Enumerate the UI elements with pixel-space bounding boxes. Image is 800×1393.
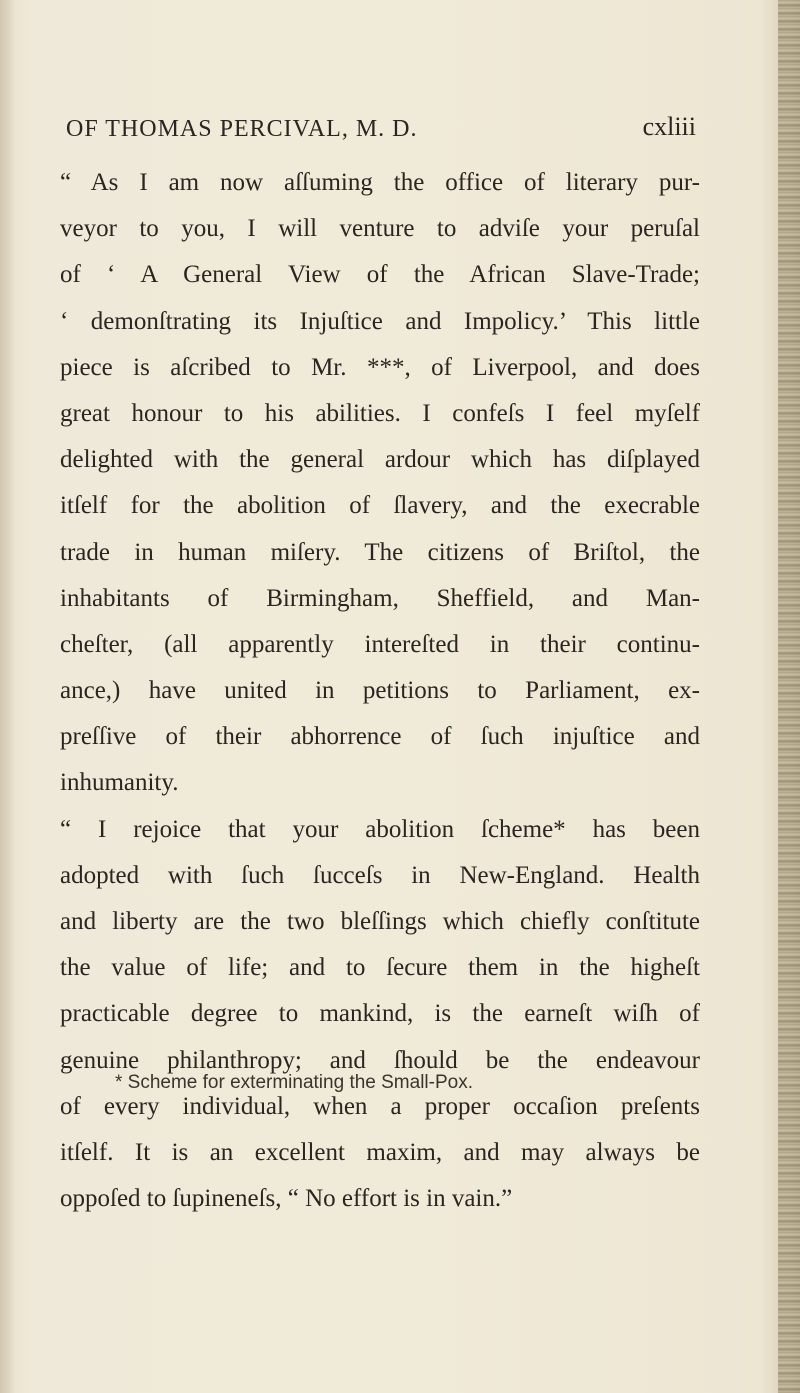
page-gutter — [0, 0, 14, 1393]
text-line: and liberty are the two bleſſings which chiefly conſtitute — [60, 908, 700, 935]
text-line: “ I rejoice that your abolition ſcheme* has been — [60, 815, 700, 843]
text-line: piece is aſcribed to Mr. ***, of Liverpool, and does — [60, 353, 700, 381]
body-text — [60, 160, 700, 1222]
text-line: great honour to his abilities. I confeſs I feel myſelf — [60, 399, 700, 427]
text-line: of every individual, when a proper occaſion preſents — [60, 1092, 700, 1120]
text-line: itſelf for the abolition of ſlavery, and the execrable — [60, 492, 700, 520]
text-line: itſelf. It is an excellent maxim, and may always be — [60, 1138, 700, 1166]
text-line: ance,) have united in petitions to Parliament, ex- — [60, 677, 700, 705]
page-edge — [778, 0, 800, 1393]
text-line: veyor to you, I will venture to adviſe your peruſal — [60, 215, 700, 243]
text-line: the value of life; and to ſecure them in the higheſt — [60, 954, 700, 982]
text-line: inhabitants of Birmingham, Sheffield, and Man- — [60, 584, 700, 612]
text-line: genuine philanthropy; and ſhould be the endeavour — [60, 1046, 700, 1074]
footnote: * Scheme for exterminating the Small-Pox. — [115, 1072, 473, 1093]
text-line: preſſive of their abhorrence of ſuch injuſtice and — [60, 723, 700, 751]
text-line: adopted with ſuch ſucceſs in New-England. Health — [60, 861, 700, 889]
running-head: OF THOMAS PERCIVAL, M. D. — [66, 116, 418, 142]
text-line: “ As I am now aſſuming the office of literary pur- — [60, 169, 700, 196]
text-line: ‘ demonſtrating its Injuſtice and Impolicy.’ This little — [60, 307, 700, 335]
text-line: of ‘ A General View of the African Slave-Trade; — [60, 261, 700, 289]
text-line: delighted with the general ardour which has diſplayed — [60, 446, 700, 474]
page-number: cxliii — [642, 112, 696, 141]
text-line: cheſter, (all apparently intereſted in their continu- — [60, 630, 700, 658]
page-header — [66, 112, 696, 152]
text-line: inhumanity. — [60, 769, 179, 797]
text-line: trade in human miſery. The citizens of Briſtol, the — [60, 538, 700, 566]
text-line: practicable degree to mankind, is the earneſt wiſh of — [60, 1000, 700, 1028]
text-line: oppoſed to ſupineneſs, “ No effort is in vain.” — [60, 1185, 513, 1213]
